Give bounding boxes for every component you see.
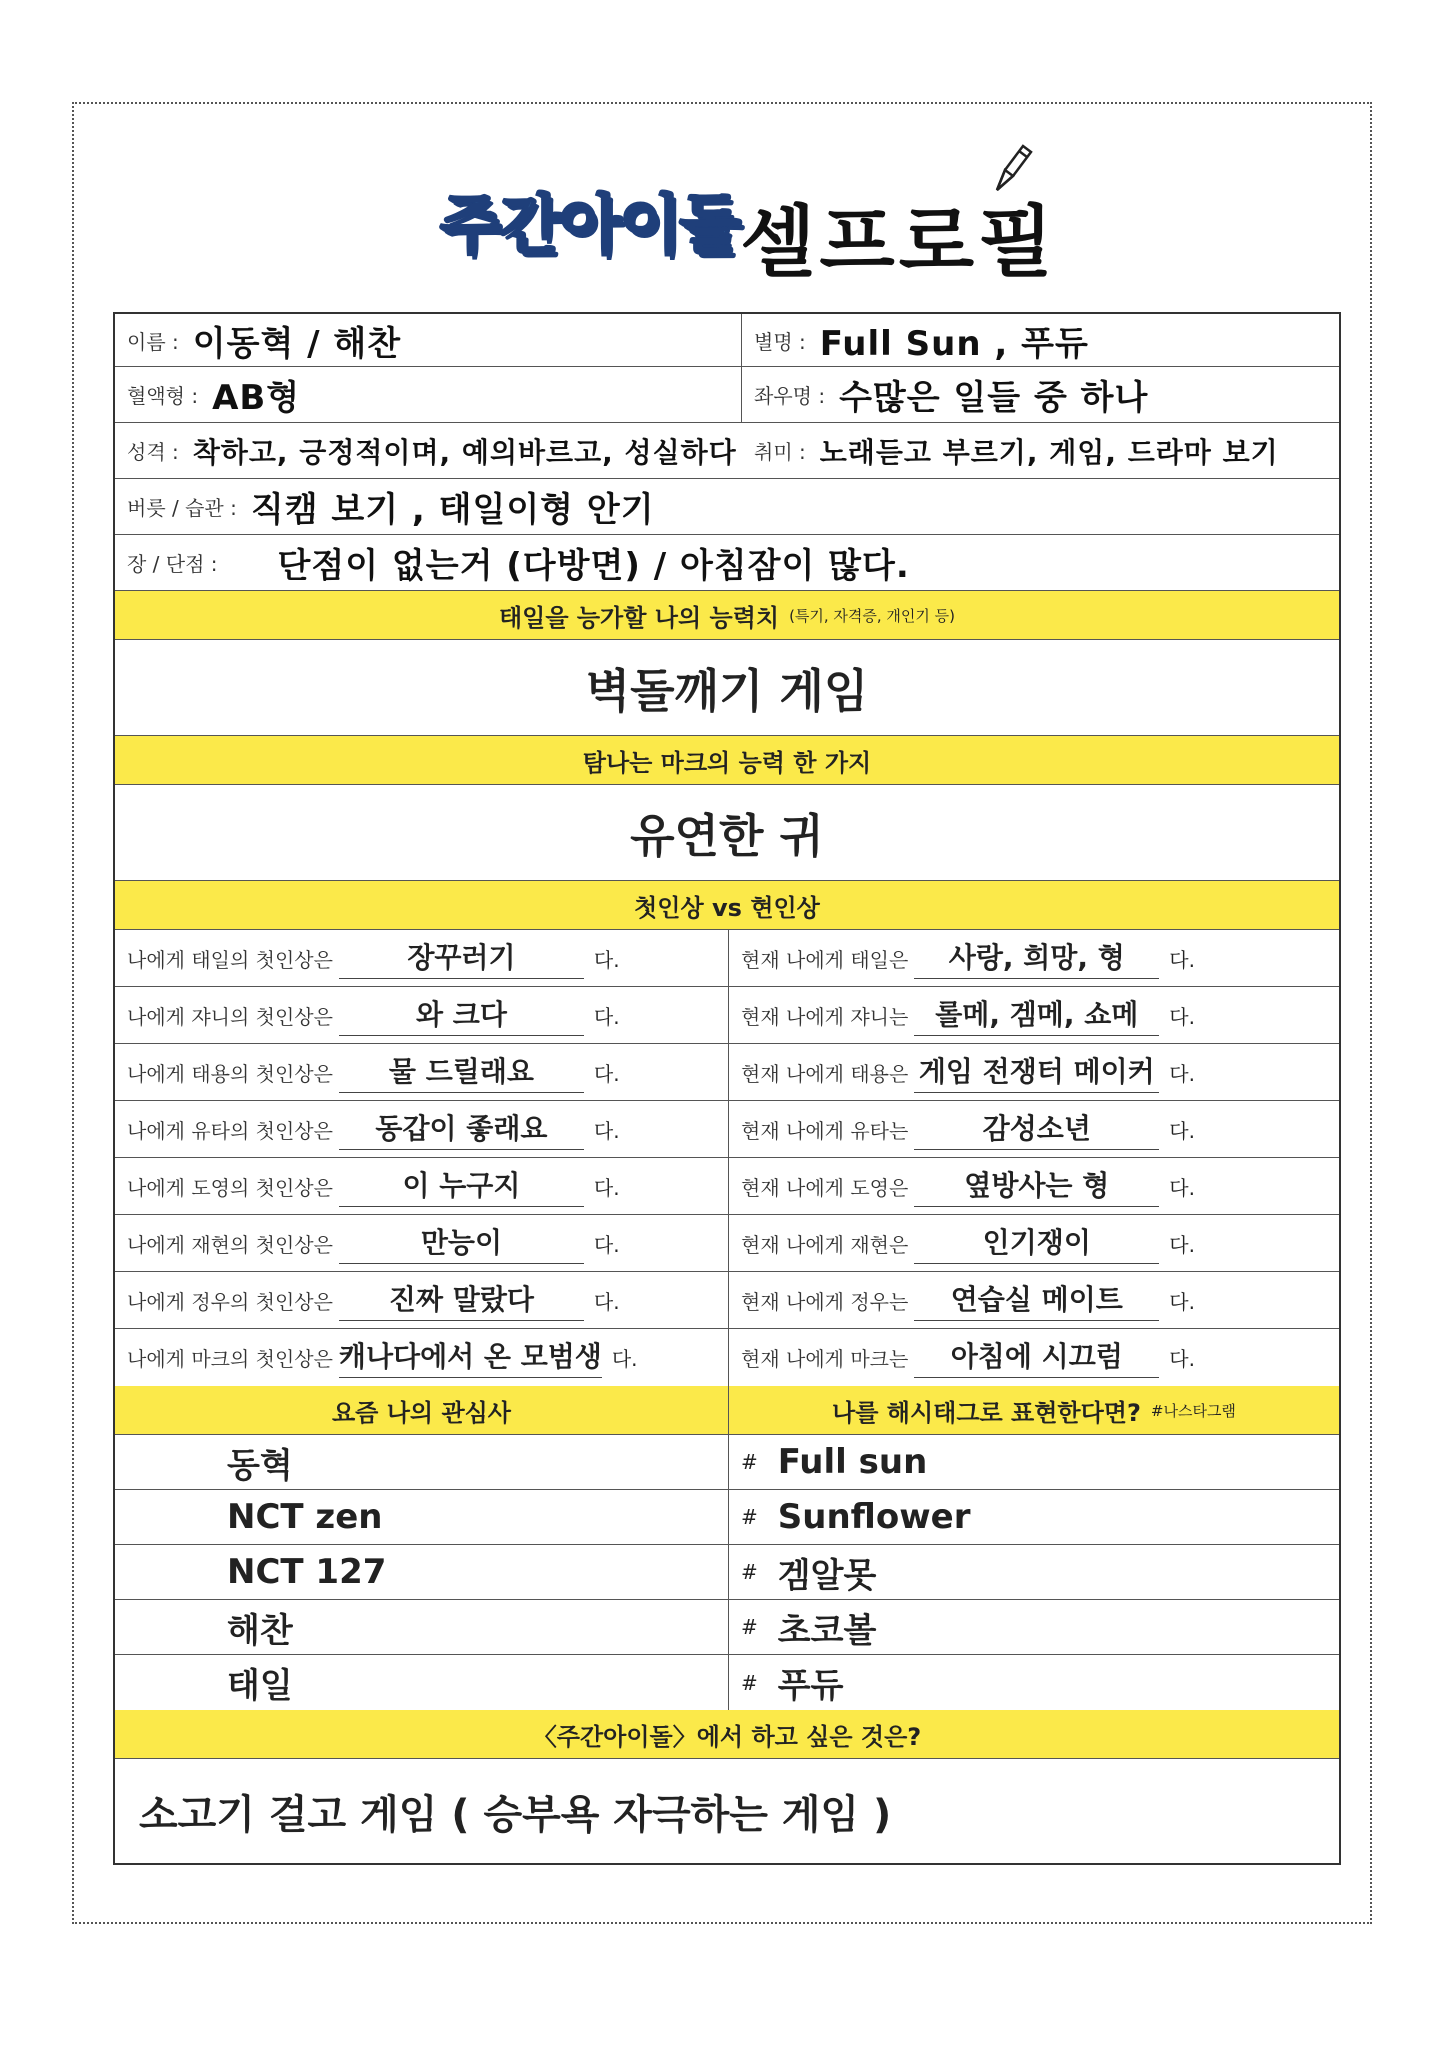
wish-header-bold: 하고 싶은 xyxy=(751,1722,853,1751)
ability-header-pre: 태일을 능가할 xyxy=(498,603,647,632)
logo-text-left: 주간 xyxy=(440,189,560,263)
first-impression-cell xyxy=(115,1329,729,1386)
first-impression-suffix: 다. xyxy=(593,947,620,972)
first-impression-label: 나에게 쟈니의 첫인상은 xyxy=(127,1004,333,1029)
current-impression-cell xyxy=(729,930,1339,986)
current-impression-cell xyxy=(729,1272,1339,1328)
current-impression-value: 아침에 시끄럼 xyxy=(914,1337,1159,1378)
first-impression-value: 장꾸러기 xyxy=(339,938,584,979)
hashtag-symbol: # xyxy=(741,1560,758,1584)
hashtag-cell xyxy=(729,1490,1339,1544)
first-impression-label: 나에게 도영의 첫인상은 xyxy=(127,1175,333,1200)
hashtags-header-note: #나스타그램 xyxy=(1150,1401,1236,1420)
hashtags-header-pre: 나를 xyxy=(832,1398,879,1427)
hobby-label: 취미 : xyxy=(754,440,806,464)
impression-row xyxy=(115,930,1339,987)
first-impression-suffix: 다. xyxy=(593,1118,620,1143)
row-personality xyxy=(115,423,1339,479)
motto-value: 수많은 일들 중 하나 xyxy=(839,378,1149,418)
ability-header-bold: 나의 능력치 xyxy=(654,603,780,632)
mark-answer: 유연한 귀 xyxy=(630,808,824,863)
wish-header-row xyxy=(115,1710,1339,1759)
pros-cons-value: 단점이 없는거 (다방면) / 아침잠이 많다. xyxy=(277,546,910,586)
interest-hashtag-row xyxy=(115,1490,1339,1545)
interest-cell xyxy=(115,1435,729,1489)
hashtag-item: 초코볼 xyxy=(777,1610,877,1651)
blood-value: AB형 xyxy=(212,378,301,418)
first-impression-value: 와 크다 xyxy=(339,995,584,1036)
ability-answer: 벽돌깨기 게임 xyxy=(585,663,869,718)
first-impression-cell xyxy=(115,930,729,986)
row-name xyxy=(115,314,1339,367)
hashtag-cell xyxy=(729,1655,1339,1710)
hashtag-symbol: # xyxy=(741,1670,758,1695)
current-impression-suffix: 다. xyxy=(1169,1347,1195,1371)
current-impression-suffix: 다. xyxy=(1169,1175,1195,1200)
first-impression-cell xyxy=(115,987,729,1043)
first-impression-value: 동갑이 좋래요 xyxy=(339,1109,584,1150)
interest-cell xyxy=(115,1490,729,1544)
hashtag-cell xyxy=(729,1600,1339,1654)
first-impression-cell xyxy=(115,1044,729,1100)
current-impression-cell xyxy=(729,987,1339,1043)
nickname-cell xyxy=(742,314,1339,366)
personality-label: 성격 : xyxy=(127,440,179,464)
pros-cons-cell xyxy=(115,535,1339,590)
interest-cell xyxy=(115,1600,729,1654)
current-impression-value: 게임 전쟁터 메이커 xyxy=(914,1052,1159,1093)
current-impression-label: 현재 나에게 유타는 xyxy=(741,1118,909,1143)
current-impression-label: 현재 나에게 태용은 xyxy=(741,1061,909,1086)
name-label: 이름 : xyxy=(127,329,179,354)
impression-row xyxy=(115,1101,1339,1158)
ability-header-row xyxy=(115,591,1339,640)
first-impression-value: 진짜 말랐다 xyxy=(339,1280,584,1321)
current-impression-cell xyxy=(729,1101,1339,1157)
interest-hashtag-row xyxy=(115,1435,1339,1490)
first-impression-label: 나에게 태일의 첫인상은 xyxy=(127,947,333,972)
current-impression-suffix: 다. xyxy=(1169,1118,1195,1143)
first-impression-label: 나에게 유타의 첫인상은 xyxy=(127,1118,333,1143)
current-impression-cell xyxy=(729,1158,1339,1214)
first-impression-label: 나에게 재현의 첫인상은 xyxy=(127,1232,333,1257)
current-impression-value: 감성소년 xyxy=(914,1109,1159,1150)
name-value: 이동혁 / 해찬 xyxy=(192,323,402,364)
impression-row xyxy=(115,1272,1339,1329)
first-impression-cell xyxy=(115,1272,729,1328)
first-impression-value: 만능이 xyxy=(339,1223,584,1264)
first-impression-cell xyxy=(115,1101,729,1157)
interest-item: NCT 127 xyxy=(227,1552,387,1592)
hashtag-item: 푸듀 xyxy=(777,1666,844,1706)
first-impression-label: 나에게 정우의 첫인상은 xyxy=(127,1289,333,1314)
interest-cell xyxy=(115,1655,729,1710)
wish-header-post: 것은? xyxy=(860,1722,922,1751)
first-impression-suffix: 다. xyxy=(593,1061,620,1086)
interests-header-bold: 관심사 xyxy=(441,1398,511,1427)
first-impression-value: 물 드릴래요 xyxy=(339,1052,584,1093)
interest-hashtag-row xyxy=(115,1600,1339,1655)
logo-text-mid: 아이 xyxy=(559,189,680,263)
impression-row xyxy=(115,1329,1339,1386)
mark-header: 탐나는 마크의 능력 한 가지 xyxy=(115,736,1339,784)
hashtags-header-bold: 해시태그로 표현한다면? xyxy=(886,1398,1141,1427)
interest-cell xyxy=(115,1545,729,1599)
show-logo xyxy=(440,175,739,265)
first-impression-label: 나에게 태용의 첫인상은 xyxy=(127,1061,333,1086)
habit-cell xyxy=(115,479,1339,534)
pros-cons-label: 장 / 단점 : xyxy=(127,552,218,576)
pencil-icon xyxy=(985,140,1035,200)
habit-label: 버릇 / 습관 : xyxy=(127,496,237,520)
interest-hashtag-row xyxy=(115,1545,1339,1600)
impression-row xyxy=(115,1215,1339,1272)
interest-item: NCT zen xyxy=(227,1497,383,1537)
hashtag-symbol: # xyxy=(741,1450,758,1474)
hashtag-cell xyxy=(729,1435,1339,1489)
current-impression-cell xyxy=(729,1329,1339,1386)
ability-header-note: (특기, 자격증, 개인기 등) xyxy=(789,606,956,625)
hashtag-cell xyxy=(729,1545,1339,1599)
current-impression-value: 연습실 메이트 xyxy=(914,1280,1159,1321)
current-impression-suffix: 다. xyxy=(1169,947,1195,972)
current-impression-label: 현재 나에게 정우는 xyxy=(741,1289,909,1314)
current-impression-label: 현재 나에게 재현은 xyxy=(741,1232,909,1257)
impression-row xyxy=(115,1158,1339,1215)
nickname-value: Full Sun , 푸듀 xyxy=(819,323,1089,364)
interest-item: 태일 xyxy=(227,1666,293,1706)
impression-row xyxy=(115,987,1339,1044)
hashtag-item: Sunflower xyxy=(777,1497,971,1537)
ability-answer-row xyxy=(115,640,1339,736)
hashtags-header xyxy=(729,1386,1339,1434)
page-title: 셀프로필 xyxy=(740,198,1058,288)
impressions-header-row xyxy=(115,881,1339,930)
current-impression-value: 옆방사는 형 xyxy=(914,1166,1159,1207)
first-impression-suffix: 다. xyxy=(593,1232,620,1257)
hashtag-symbol: # xyxy=(741,1505,758,1529)
current-impression-label: 현재 나에게 쟈니는 xyxy=(741,1004,909,1029)
current-impression-label: 현재 나에게 마크는 xyxy=(741,1347,909,1371)
current-impression-suffix: 다. xyxy=(1169,1289,1195,1314)
hobby-value: 노래듣고 부르기, 게임, 드라마 보기 xyxy=(819,435,1279,469)
current-impression-suffix: 다. xyxy=(1169,1004,1195,1029)
nickname-label: 별명 : xyxy=(754,329,806,354)
first-impression-value: 캐나다에서 온 모범생 xyxy=(339,1337,602,1378)
wish-answer: 소고기 걸고 게임 ( 승부욕 자극하는 게임 ) xyxy=(139,1791,892,1838)
personality-cell xyxy=(115,423,742,478)
self-profile-form xyxy=(113,312,1341,1865)
blood-label: 혈액형 : xyxy=(127,384,199,408)
first-impression-value: 이 누구지 xyxy=(339,1166,584,1207)
personality-value: 착하고, 긍정적이며, 예의바르고, 성실하다 xyxy=(192,435,737,469)
impression-row xyxy=(115,1044,1339,1101)
ability-header xyxy=(115,591,1339,639)
blood-cell xyxy=(115,367,742,422)
current-impression-value: 롤메, 겜메, 쇼메 xyxy=(914,995,1159,1036)
row-habit xyxy=(115,479,1339,535)
mark-answer-row xyxy=(115,785,1339,881)
hashtag-symbol: # xyxy=(741,1615,758,1639)
impressions-list xyxy=(115,930,1339,1386)
motto-label: 좌우명 : xyxy=(754,384,826,408)
wish-header xyxy=(115,1710,1339,1758)
interest-hashtag-list xyxy=(115,1435,1339,1710)
row-blood xyxy=(115,367,1339,423)
interests-header-pre: 요즘 나의 xyxy=(331,1398,434,1427)
current-impression-suffix: 다. xyxy=(1169,1232,1195,1257)
current-impression-value: 사랑, 희망, 형 xyxy=(914,938,1159,979)
first-impression-suffix: 다. xyxy=(593,1289,620,1314)
first-impression-cell xyxy=(115,1158,729,1214)
interest-hashtag-header-row xyxy=(115,1386,1339,1435)
first-impression-label: 나에게 마크의 첫인상은 xyxy=(127,1347,333,1371)
current-impression-cell xyxy=(729,1044,1339,1100)
hashtag-item: Full sun xyxy=(777,1442,928,1482)
current-impression-value: 인기쟁이 xyxy=(914,1223,1159,1264)
current-impression-cell xyxy=(729,1215,1339,1271)
name-cell xyxy=(115,314,742,366)
current-impression-label: 현재 나에게 태일은 xyxy=(741,947,909,972)
mark-header-row xyxy=(115,736,1339,785)
first-impression-suffix: 다. xyxy=(611,1347,638,1371)
wish-header-pre: 〈주간아이돌〉에서 xyxy=(532,1722,744,1751)
interest-item: 해찬 xyxy=(227,1610,293,1651)
first-impression-cell xyxy=(115,1215,729,1271)
interest-item: 동혁 xyxy=(227,1445,293,1486)
logo-text-right: 돌 xyxy=(679,189,740,263)
first-impression-suffix: 다. xyxy=(593,1175,620,1200)
interest-hashtag-row xyxy=(115,1655,1339,1710)
wish-answer-row xyxy=(115,1759,1339,1863)
row-pros-cons xyxy=(115,535,1339,591)
current-impression-label: 현재 나에게 도영은 xyxy=(741,1175,909,1200)
current-impression-suffix: 다. xyxy=(1169,1061,1195,1086)
first-impression-suffix: 다. xyxy=(593,1004,620,1029)
motto-cell xyxy=(742,367,1339,422)
hashtag-item: 겜알못 xyxy=(777,1555,877,1596)
impressions-header: 첫인상 vs 현인상 xyxy=(115,881,1339,929)
interests-header xyxy=(115,1386,729,1434)
habit-value: 직캠 보기 , 태일이형 안기 xyxy=(250,490,655,530)
hobby-cell xyxy=(742,423,1339,478)
